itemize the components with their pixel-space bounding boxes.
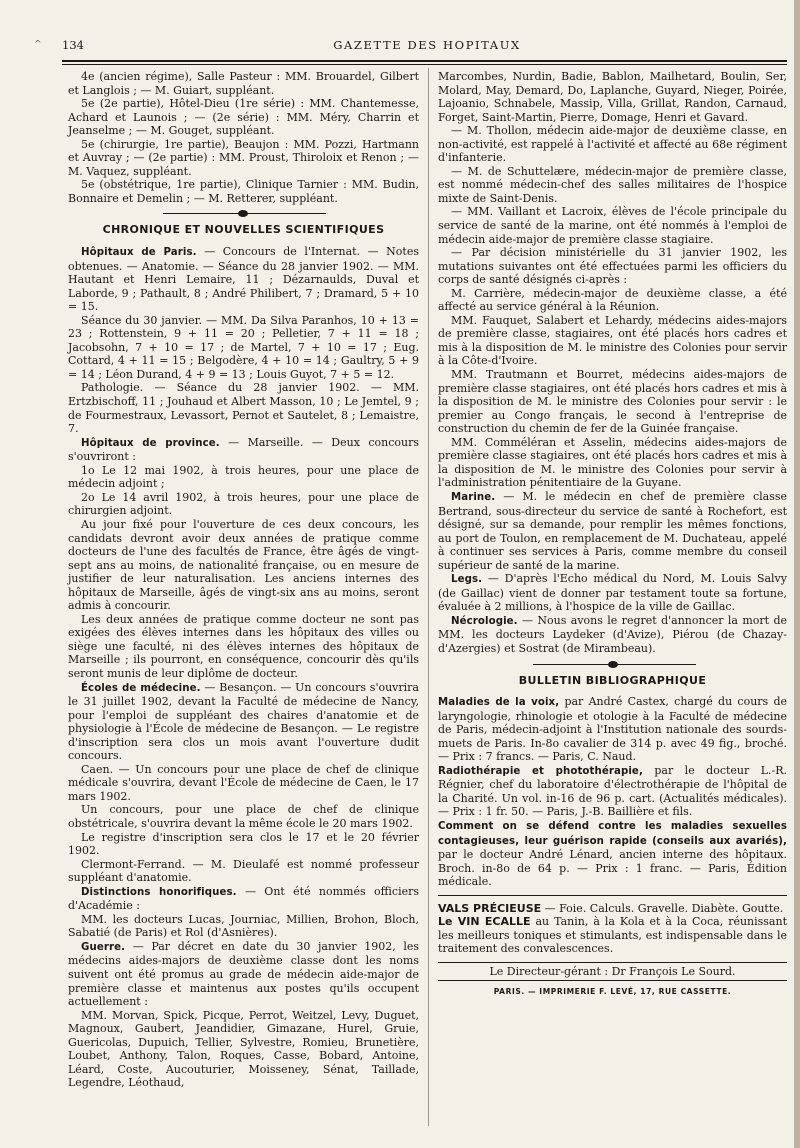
paragraph: — Par décision ministérielle du 31 janvier 1902, les mutations suivantes ont été effectuées parmi les officiers du corps de santé désignés ci-après : bbox=[438, 246, 787, 287]
paragraph: 5e (2e partie), Hôtel-Dieu (1re série) : MM. Chantemesse, Achard et Launois ; — (2e série) : MM. Méry, Charrin et Jeanselme ; — M. Gouget, suppléant. bbox=[68, 97, 419, 138]
paragraph: — MM. Vaillant et Lacroix, élèves de l'école principale du service de santé de la marine, ont été nommés à l'emploi de médecin aide-major de première classe stagiaire. bbox=[438, 205, 787, 246]
paragraph: Les deux années de pratique comme docteur ne sont pas exigées des élèves internes dans les hôpitaux des villes ou siège une faculté, ni des élèves internes des hôpitaux de Marseille ; ils pourront, en conséquence, concourir dès qu'ils seront munis de leur diplôme de docteur. bbox=[68, 612, 419, 680]
paragraph: — M. de Schuttelære, médecin-major de première classe, est nommé médecin-chef des salles militaires de l'hospice mixte de Saint-Denis. bbox=[438, 164, 787, 205]
column-divider bbox=[428, 68, 429, 1126]
run-in-heading: Guerre. bbox=[81, 941, 126, 953]
paragraph bbox=[68, 681, 419, 763]
bulletin-title: BULLETIN BIBLIOGRAPHIQUE bbox=[518, 673, 707, 687]
advertisement: Le VIN ECALLE au Tanin, à la Kola et à la Coca, réunissant les meilleurs toniques et stimulants, est indispensable dans le traitement des convalescences. bbox=[438, 915, 787, 956]
paragraph-text: — Besançon. — Un concours s'ouvrira le 31 juillet 1902, devant la Faculté de médecine de Nancy, pour l'emploi de suppléant des chaires d'anatomie et de physiologie à l'École de médecine de Besançon. — Le registre d'inscription sera clos un mois avant l'ouverture dudit concours. bbox=[68, 680, 419, 763]
biblio-entry: Comment on se défend contre les maladies sexuelles contagieuses, leur guérison rapide (conseils aux avariés), par le docteur André Lénard, ancien interne des hôpitaux. Broch. in-8o de 64 p. — Prix : 1 franc. — Paris, Édition médicale. bbox=[438, 820, 787, 889]
paragraph bbox=[68, 436, 419, 464]
running-title: GAZETTE DES HOPITAUX bbox=[333, 38, 521, 52]
run-in-heading: Hôpitaux de Paris. bbox=[81, 247, 197, 259]
biblio-entry: Radiothérapie et photothérapie, par le docteur L.-R. Régnier, chef du laboratoire d'électrothérapie de l'hôpital de la Charité. Un vol. in-16 de 96 p. cart. (Actualités médicales). — Prix : 1 fr. 50. — Paris, J.-B. Baillière et fils. bbox=[438, 763, 787, 819]
paragraph: 4e (ancien régime), Salle Pasteur : MM. Brouardel, Gilbert et Langlois ; — M. Guiart, suppléant. bbox=[68, 70, 419, 97]
paragraph bbox=[438, 490, 787, 572]
corner-mark: ^ bbox=[34, 40, 42, 50]
publisher-line: Le Directeur-gérant : Dr François Le Sourd. bbox=[438, 962, 787, 982]
paragraph-text: — Nous avons le regret d'annoncer la mort de MM. les docteurs Laydeker (d'Avize), Piérou (de Chazay-d'Azergies) et Sostrat (de Mirambeau). bbox=[438, 613, 787, 655]
paragraph: MM. Comméléran et Asselin, médecins aides-majors de première classe stagiaires, ont été placés hors cadres et mis à la disposition de M. le ministre des Colonies pour servir à l'administration pénitentiaire de la Guyane. bbox=[438, 435, 787, 490]
paragraph: MM. Fauquet, Salabert et Lehardy, médecins aides-majors de première classe, stagiaires, ont été placés hors cadres et mis à la disposition de M. le ministre des Colonies pour servir à la Côte-d'Ivoire. bbox=[438, 313, 787, 368]
run-in-heading: Marine. bbox=[451, 491, 496, 503]
paragraph: Clermont-Ferrand. — M. Dieulafé est nommé professeur suppléant d'anatomie. bbox=[68, 857, 419, 885]
left-column bbox=[68, 70, 419, 1090]
paragraph: MM. Trautmann et Bourret, médecins aides-majors de première classe stagiaires, ont été placés hors cadres et mis à la disposition de M. le ministre des Colonies pour servir : le premier au Congo français, le second à l'entreprise de construction du chemin de fer de la Guinée française. bbox=[438, 368, 787, 436]
paragraph bbox=[68, 940, 419, 1009]
run-in-heading: Écoles de médecine. bbox=[81, 682, 201, 694]
paragraph-text: — Marseille. — Deux concours s'ouvriront : bbox=[68, 435, 419, 464]
paragraph: Le registre d'inscription sera clos le 17 et le 20 février 1902. bbox=[68, 830, 419, 858]
paragraph bbox=[68, 245, 419, 314]
paragraph: Caen. — Un concours pour une place de chef de clinique médicale s'ouvrira, devant l'École de médecine de Caen, le 17 mars 1902. bbox=[68, 762, 419, 803]
run-in-heading: Distinctions honorifiques. bbox=[81, 886, 237, 898]
paragraph: MM. Morvan, Spick, Picque, Perrot, Weitzel, Levy, Duguet, Magnoux, Gaubert, Jeandidier, Gimazane, Hurel, Gruie, Guericolas, Dupuich, Tellier, Sylvestre, Romieu, Brunetière, Loubet, Anthony, Talon, Roques, Casse, Bobard, Antoine, Léard, Coste, Aucouturier, Moisseney, Sénat, Taillade, Legendre, Léothaud, bbox=[68, 1008, 419, 1090]
paragraph bbox=[438, 614, 787, 656]
paragraph: 2o Le 14 avril 1902, à trois heures, pour une place de chirurgien adjoint. bbox=[68, 490, 419, 518]
paragraph-text: — D'après l'Echo médical du Nord, M. Louis Salvy (de Gaillac) vient de donner par testament toute sa fortune, évaluée à 2 millions, à l'hospice de la ville de Gaillac. bbox=[438, 572, 787, 614]
printer-line: PARIS. — IMPRIMERIE F. LEVÉ, 17, RUE CASSETTE. bbox=[493, 987, 732, 997]
paragraph: Au jour fixé pour l'ouverture de ces deux concours, les candidats devront avoir deux années de pratique comme docteurs de l'une des facultés de France, être âgés de vingt-sept ans au moins, de nationalité française, ou en mesure de justifier de leur naturalisation. Les anciens internes des hôpitaux de Marseille, âgés de vingt-six ans au moins, seront admis à concourir. bbox=[68, 517, 419, 613]
paragraph: Marcombes, Nurdin, Badie, Bablon, Mailhetard, Boulin, Ser, Molard, May, Demard, Do, Laplanche, Guyard, Nieger, Poirée, Lajoanio, Schnabele, Massip, Villa, Grillat, Randon, Carnaud, Forget, Saint-Martin, Pierre, Domage, Henri et Gavard. bbox=[438, 70, 787, 124]
advertisement-box bbox=[438, 895, 787, 956]
header-rule bbox=[62, 60, 787, 62]
page-edge bbox=[794, 0, 800, 1148]
paragraph bbox=[438, 572, 787, 614]
run-in-heading: Hôpitaux de province. bbox=[81, 437, 220, 449]
paragraph: M. Carrière, médecin-major de deuxième classe, a été affecté au service général à la Réunion. bbox=[438, 286, 787, 314]
run-in-heading: Legs. bbox=[451, 574, 483, 586]
right-column bbox=[438, 70, 787, 999]
advertisement: VALS PRÉCIEUSE — Foie. Calculs. Gravelle. Diabète. Goutte. bbox=[438, 901, 784, 915]
paragraph: Pathologie. — Séance du 28 janvier 1902. — MM. Ertzbischoff, 11 ; Jouhaud et Albert Masson, 10 ; Le Jemtel, 9 ; de Fourmestraux, Levassort, Pernot et Sautelet, 8 ; Lemaistre, 7. bbox=[68, 381, 419, 436]
paragraph: 5e (obstétrique, 1re partie), Clinique Tarnier : MM. Budin, Bonnaire et Demelin ; — M. Retterer, suppléant. bbox=[68, 178, 419, 205]
header-rule-thin bbox=[62, 64, 787, 65]
ornament-divider bbox=[68, 209, 419, 219]
ornament-divider bbox=[438, 660, 787, 670]
section-title: CHRONIQUE ET NOUVELLES SCIENTIFIQUES bbox=[102, 223, 385, 237]
paragraph: — M. Thollon, médecin aide-major de deuxième classe, en non-activité, est rappelé à l'activité et affecté au 68e régiment d'infanterie. bbox=[438, 124, 787, 165]
paragraph: 5e (chirurgie, 1re partie), Beaujon : MM. Pozzi, Hartmann et Auvray ; — (2e partie) : MM. Proust, Thiroloix et Renon ; — M. Vaquez, suppléant. bbox=[68, 137, 419, 178]
running-header bbox=[62, 38, 792, 58]
paragraph-text: — M. le médecin en chef de première classe Bertrand, sous-directeur du service de santé à Rochefort, est désigné, sur sa demande, pour remplir les mêmes fonctions, au port de Toulon, en remplacement de M. Duchateau, appelé à continuer ses services à Paris, comme membre du conseil supérieur de santé de la marine. bbox=[438, 489, 787, 572]
paragraph: 1o Le 12 mai 1902, à trois heures, pour une place de médecin adjoint ; bbox=[68, 463, 419, 491]
paragraph-text: — Par décret en date du 30 janvier 1902, les médecins aides-majors de deuxième classe dont les noms suivent ont été promus au grade de médecin aide-major de première classe et maintenus aux postes qu'ils occupent actuellement : bbox=[68, 939, 419, 1009]
paragraph: MM. les docteurs Lucas, Journiac, Millien, Brohon, Bloch, Sabatié (de Paris) et Rol (d'Asnières). bbox=[68, 912, 419, 940]
run-in-heading: Nécrologie. bbox=[451, 615, 518, 627]
paragraph-text: — Ont été nommés officiers d'Académie : bbox=[68, 884, 420, 913]
page-number: 134 bbox=[62, 38, 84, 52]
paragraph-text: — Concours de l'Internat. — Notes obtenues. — Anatomie. — Séance du 28 janvier 1902. — MM. Hautant et Henri Lemaire, 11 ; Dézarnaulds, Duval et Laborde, 9 ; Pathault, 8 ; André Philibert, 7 ; Dramard, 5 + 10 = 15. bbox=[68, 245, 419, 314]
biblio-entry: Maladies de la voix, par André Castex, chargé du cours de laryngologie, rhinologie et otologie à la Faculté de médecine de Paris, médecin-adjoint à l'Institution nationale des sourds-muets de Paris. In-8o cavalier de 314 p. avec 49 fig., broché. — Prix : 7 francs. — Paris, C. Naud. bbox=[438, 695, 788, 764]
paragraph bbox=[68, 885, 419, 913]
paragraph: Un concours, pour une place de chef de clinique obstétricale, s'ouvrira devant la même école le 20 mars 1902. bbox=[68, 803, 419, 830]
paragraph: Séance du 30 janvier. — MM. Da Silva Paranhos, 10 + 13 = 23 ; Rottenstein, 9 + 11 = 20 ; Pelletier, 7 + 11 = 18 ; Jacobsohn, 7 + 10 = 17 ; de Martel, 7 + 10 = 17 ; Eug. Cottard, 4 + 11 = 15 ; Belgodère, 4 + 10 = 14 ; Gaultry, 5 + 9 = 14 ; Léon Durand, 4 + 9 = 13 ; Louis Guyot, 7 + 5 = 12. bbox=[68, 313, 419, 381]
